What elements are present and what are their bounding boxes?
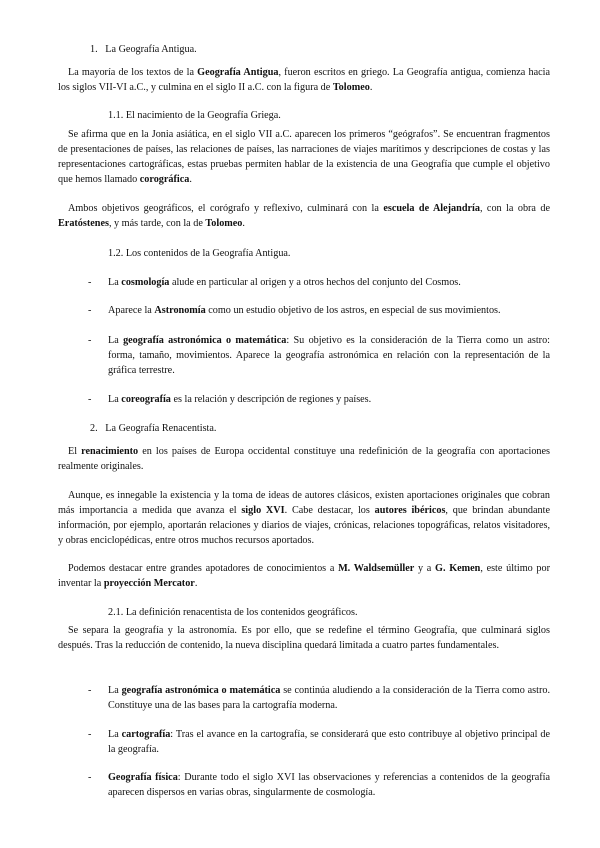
paragraph-aportaciones: Aunque, es innegable la existencia y la toma de ideas de autores clásicos, existen aportaciones originales que cobran más importancia a medida que avanza el siglo XVI. Cabe destacar, los autores ibéricos, que brindan abundante información, por ejemplo, aportarán relaciones y diarios de viajes, crónicas, relaciones topográficas, relatos visitadores, y obras enciclopédicas, entre otros muchos recursos aportados. — [58, 490, 550, 546]
list-dash: - — [88, 277, 92, 288]
list-item-cosmologia: La cosmología alude en particular al origen y a otros hechos del conjunto del Cosmos. — [108, 277, 461, 288]
heading-2-1: 2.1. La definición renacentista de los contenidos geográficos. — [108, 607, 358, 618]
heading-number: 1. — [90, 44, 98, 55]
paragraph-apotadores: Podemos destacar entre grandes apotadores de conocimientos a M. Waldsemüller y a G. Kemen, este último por inventar la proyección Mercator. — [58, 563, 550, 589]
paragraph-objetivos: Ambos objetivos geográficos, el corógrafo y reflexivo, culminará con la escuela de Alejandría, con la obra de Eratóstenes, y más tarde, con la de Tolomeo. — [58, 203, 550, 229]
list-item-coreografia: La coreografía es la relación y descripción de regiones y países. — [108, 394, 372, 405]
list-dash: - — [88, 772, 92, 783]
list-dash: - — [88, 685, 92, 696]
list-item-geografia-astronomica: La geografía astronómica o matemática: Su objetivo es la consideración de la Tierra como un astro: forma, tamaño, movimientos. Aparece la geografía astronómica en relación con la representación de la gráfica terrestre. — [108, 335, 550, 376]
heading-title: La Geografía Antigua. — [105, 44, 197, 55]
heading-1 — [90, 42, 197, 57]
list-item-astronomia: Aparece la Astronomía como un estudio objetivo de los astros, en especial de sus movimientos. — [108, 305, 501, 316]
heading-title: La Geografía Renacentista. — [105, 423, 217, 434]
list-dash: - — [88, 729, 92, 740]
paragraph-separacion: Se separa la geografía y la astronomía. Es por ello, que se redefine el término Geografía, que culminará siglos después. Tras la reducción de contenido, la nueva disciplina quedará limitada a cuatro partes fundamentales. — [58, 625, 550, 651]
list-item-geografia-matematica: La geografía astronómica o matemática se continúa aludiendo a la consideración de la Tierra como astro. Constituye una de las bases para la cartografía moderna. — [108, 685, 550, 711]
list-dash: - — [88, 335, 92, 346]
list-dash: - — [88, 305, 92, 316]
paragraph-nacimiento: Se afirma que en la Jonia asiática, en el siglo VII a.C. aparecen los primeros “geógrafos”. Se encuentran fragmentos de presentaciones de países, las relaciones de países, las narraciones de viajes marítimos y descripciones de costas y las representaciones cartográficas, estas pruebas permiten hablar de la existencia de una Geografía que cumple el objetivo que hemos llamado corográfica. — [58, 129, 550, 185]
heading-number: 2. — [90, 423, 98, 434]
heading-2 — [90, 421, 216, 436]
heading-1-1: 1.1. El nacimiento de la Geografía Griega. — [108, 110, 281, 121]
list-dash: - — [88, 394, 92, 405]
list-item-geografia-fisica: Geografía física: Durante todo el siglo XVI las observaciones y referencias a contenidos de la geografía aparecen dispersos en varias obras, singularmente de cosmología. — [108, 772, 551, 798]
paragraph-geografia-antigua: La mayoría de los textos de la Geografía Antigua, fueron escritos en griego. La Geografía antigua, comienza hacia los siglos VII-VI a.C., y culmina en el siglo II a.C. con la figura de Tolomeo. — [58, 67, 550, 93]
list-item-cartografia: La cartografía: Tras el avance en la cartografía, se considerará que esto contribuye al objetivo principal de la geografía. — [108, 729, 550, 755]
paragraph-renacimiento: El renacimiento en los países de Europa occidental constituye una redefinición de la geografía con aportaciones realmente originales. — [58, 446, 550, 472]
heading-1-2: 1.2. Los contenidos de la Geografía Antigua. — [108, 248, 291, 259]
